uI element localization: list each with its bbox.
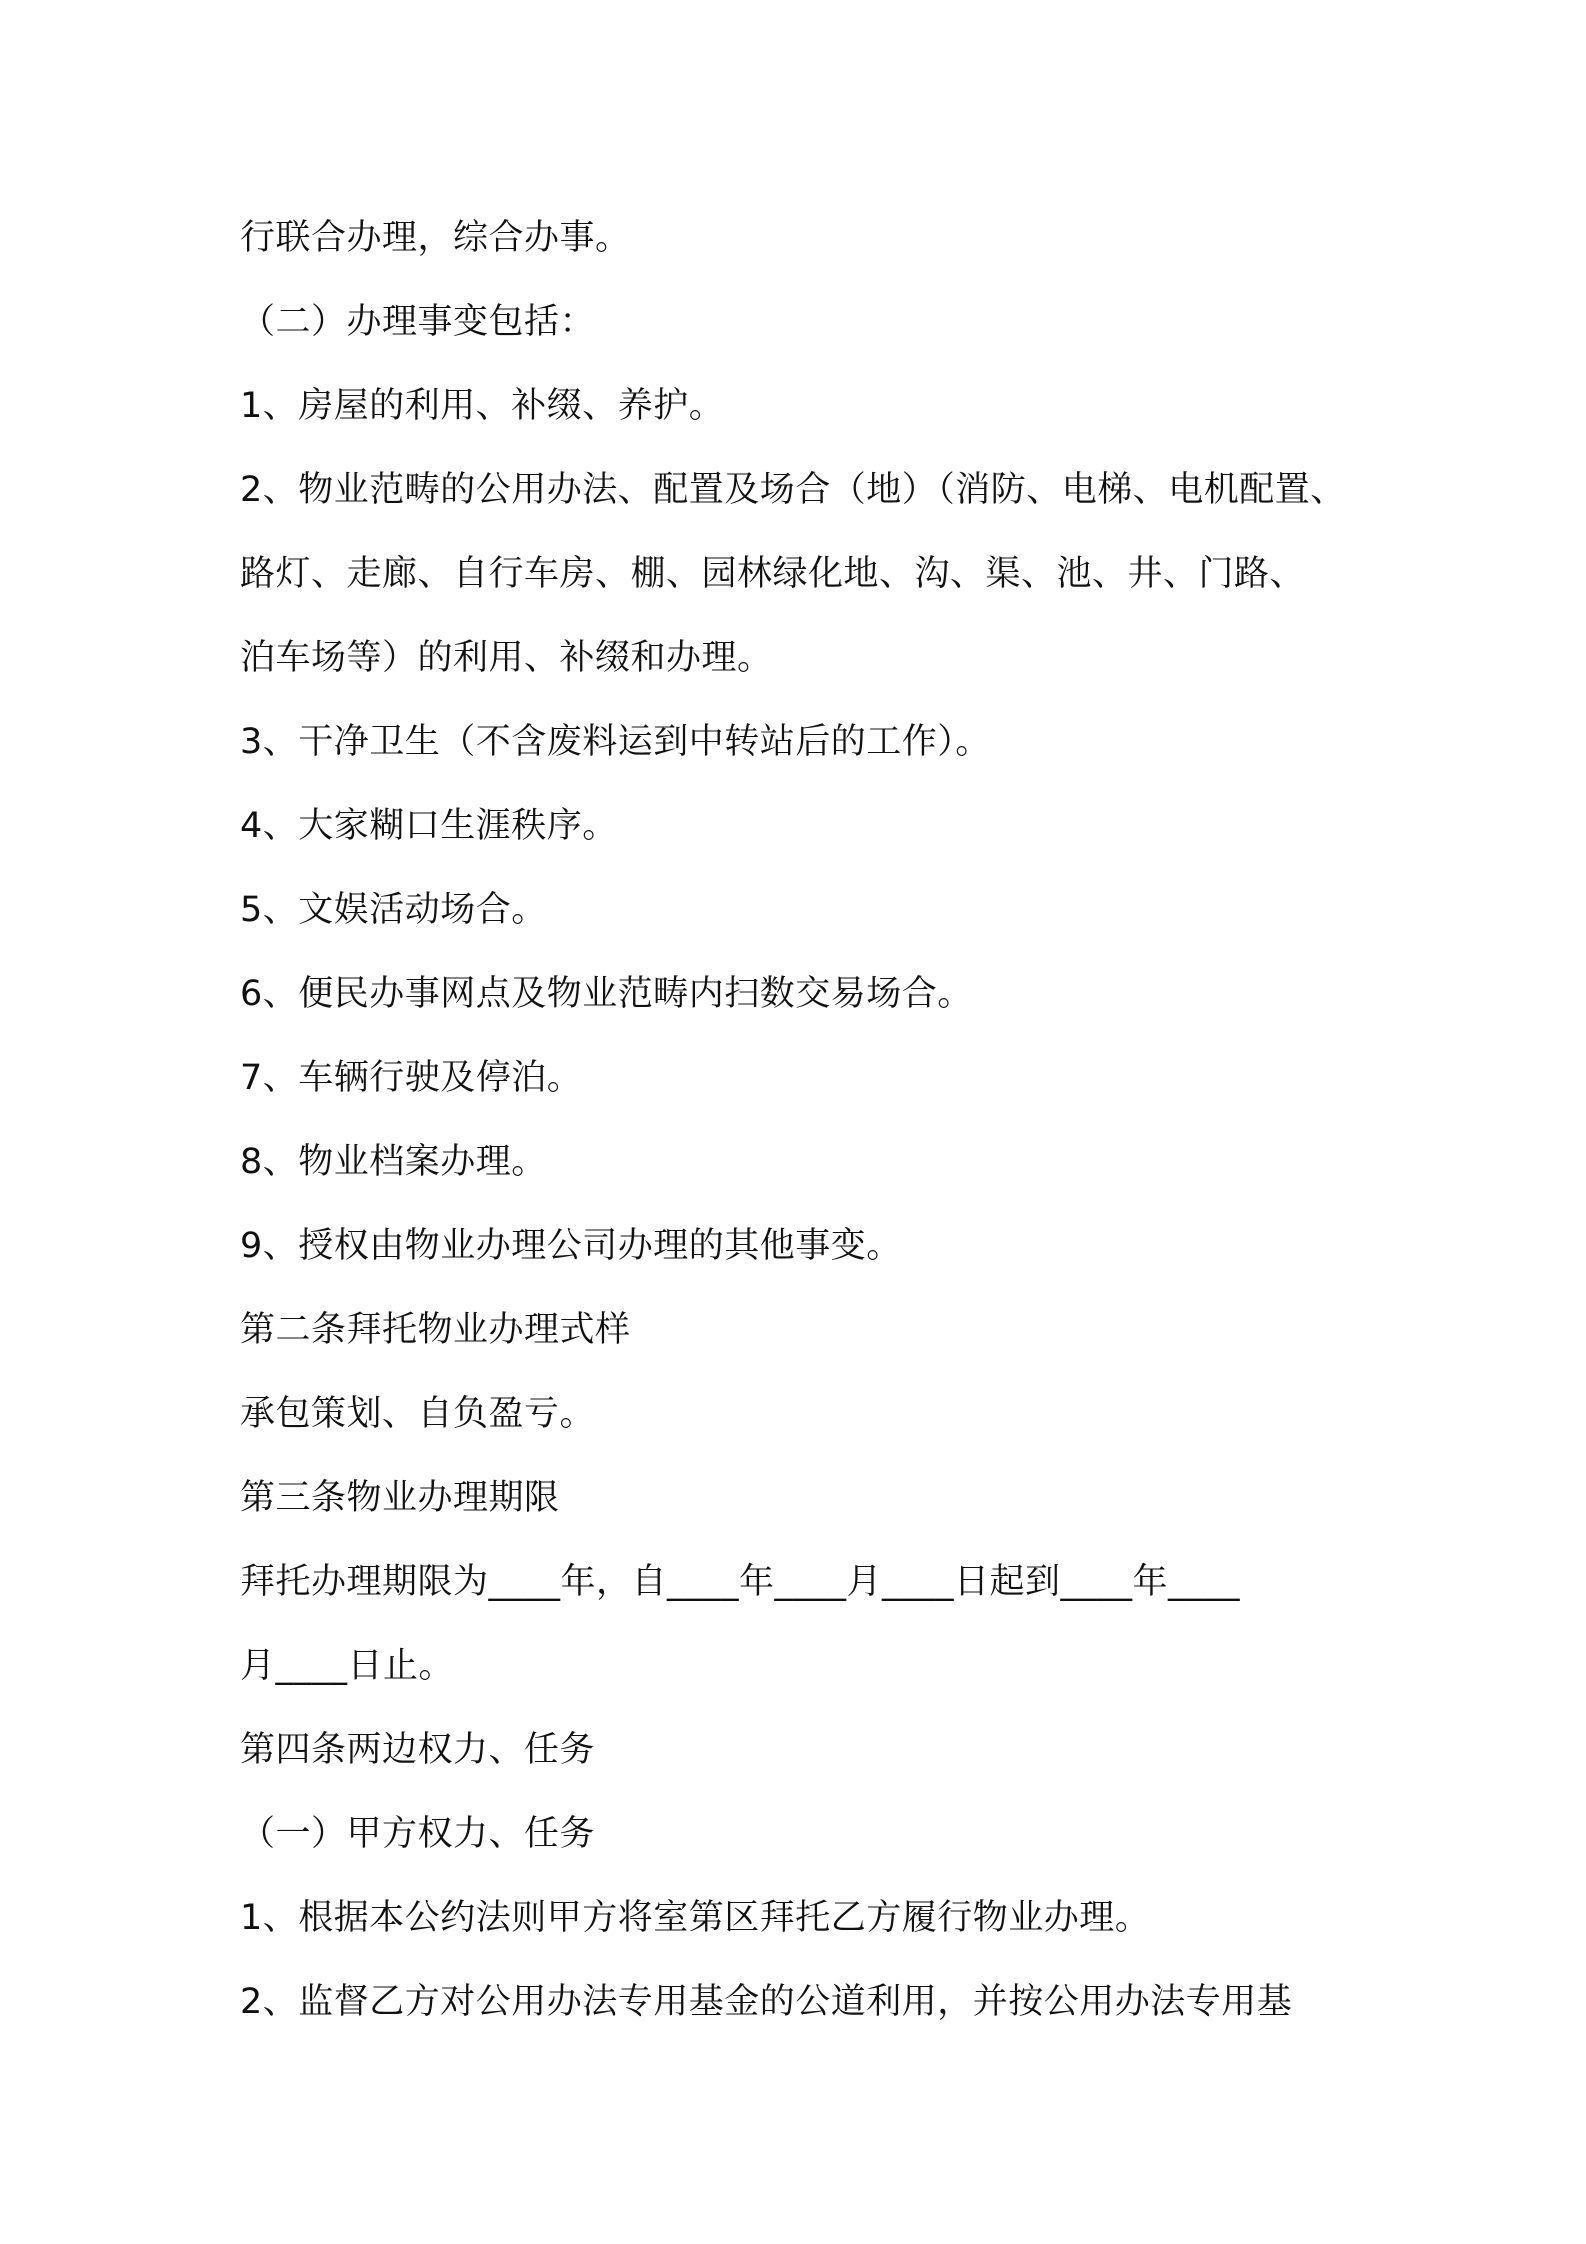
list-item-2-cont-2: 泊车场等）的利用、补缀和办理。 bbox=[240, 638, 773, 678]
list-item-2: 2、物业范畴的公用办法、配置及场合（地）（消防、电梯、电机配置、 bbox=[240, 470, 1346, 510]
list-item-1: 1、房屋的利用、补缀、养护。 bbox=[240, 386, 725, 426]
article-3-body-cont: 月____日止。 bbox=[240, 1646, 455, 1686]
list-item-8: 8、物业档案办理。 bbox=[240, 1142, 547, 1182]
list-item-2-cont: 路灯、走廊、自行车房、棚、园林绿化地、沟、渠、池、井、门路、 bbox=[240, 554, 1306, 594]
list-item-6: 6、便民办事网点及物业范畴内扫数交易场合。 bbox=[240, 974, 973, 1014]
list-item-7: 7、车辆行驶及停泊。 bbox=[240, 1058, 583, 1098]
list-item-3: 3、干净卫生（不含废料运到中转站后的工作）。 bbox=[240, 722, 991, 762]
article-3-heading: 第三条物业办理期限 bbox=[240, 1478, 560, 1518]
text-line-continuation: 行联合办理，综合办事。 bbox=[240, 218, 631, 258]
party-a-item-2: 2、监督乙方对公用办法专用基金的公道利用，并按公用办法专用基 bbox=[240, 1982, 1293, 2022]
list-item-9: 9、授权由物业办理公司办理的其他事变。 bbox=[240, 1226, 902, 1266]
article-4-heading: 第四条两边权力、任务 bbox=[240, 1730, 596, 1770]
document-body bbox=[240, 196, 1360, 2044]
list-item-4: 4、大家糊口生涯秩序。 bbox=[240, 806, 618, 846]
article-2-body: 承包策划、自负盈亏。 bbox=[240, 1394, 596, 1434]
party-a-item-1: 1、根据本公约法则甲方将室第区拜托乙方履行物业办理。 bbox=[240, 1898, 1151, 1938]
article-2-heading: 第二条拜托物业办理式样 bbox=[240, 1310, 631, 1350]
article-3-body: 拜托办理期限为____年，自____年____月____日起到____年____ bbox=[240, 1562, 1241, 1602]
section-heading-scope: （二）办理事变包括： bbox=[240, 302, 596, 342]
party-a-heading: （一）甲方权力、任务 bbox=[240, 1814, 596, 1854]
list-item-5: 5、文娱活动场合。 bbox=[240, 890, 547, 930]
